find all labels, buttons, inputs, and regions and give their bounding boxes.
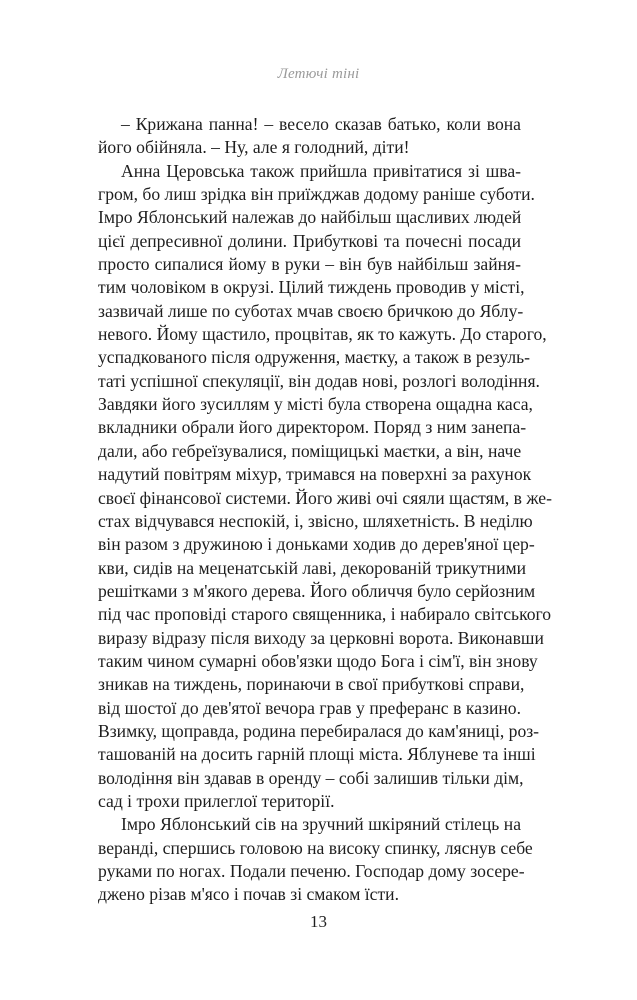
text-line: зникав на тиждень, поринаючи в свої прибуткові справи, [98,674,525,695]
text-line: Взимку, щоправда, родина перебиралася до кам'яниці, роз- [98,720,540,741]
text-line: виразу відразу після виходу за церковні ворота. Виконавши [98,627,544,648]
text-line: веранді, спершись головою на високу спинку, ляснув себе [98,837,533,858]
text-line: сад і трохи прилеглої території. [98,790,335,811]
text-line: Імро Яблонський належав до найбільш щасливих людей [98,207,522,228]
text-line: надутий повітрям міхур, тримався на поверхні за рахунок [98,464,532,485]
text-line: гром, бо лиш зрідка він приїжджав додому раніше суботи. [98,184,535,205]
running-header-title: Летючі тіні [277,66,360,82]
text-line: ташованій на досить гарній площі міста. Яблуневе та інші [98,744,536,765]
text-line: джено різав м'ясо і почав зі смаком їсти. [98,884,399,905]
body-text [98,113,552,907]
text-line: успадкованого після одруження, маєтку, а також в резуль- [98,347,530,368]
text-line: Завдяки його зусиллям у місті була створена ощадна каса, [98,394,533,415]
text-line: Імро Яблонський сів на зручний шкіряний стілець на [121,814,521,835]
text-line: таті успішної спекуляції, він додав нові, розлогі володіння. [98,370,540,391]
page-number: 13 [310,912,327,931]
text-line: – Крижана панна! – весело сказав батько, коли вона [121,114,521,134]
text-line: руками по ногах. Подали печеню. Господар дому зосере- [98,861,525,881]
text-line: просто сипалися йому в руки – він був найбільш зайня- [98,254,521,275]
text-line: володіння він здавав в оренду – собі залишив тільки дім, [98,767,524,788]
text-line: дали, або гебреїзувалися, поміщицькі маєтки, а він, наче [98,440,522,461]
text-line: таким чином сумарні обов'язки щодо Бога і сім'ї, він знову [98,650,538,671]
text-line: під час проповіді старого священника, і набирало світського [98,604,552,625]
text-line: невого. Йому щастило, процвітав, як то кажуть. До старого, [98,324,547,345]
text-line: зазвичай лише по суботах мчав своєю бричкою до Яблу- [98,300,524,321]
text-line: від шостої до дев'ятої вечора грав у преферанс в казино. [98,697,521,718]
text-line: його обійняла. – Ну, але я голодний, діти! [98,137,410,158]
text-line: він разом з дружиною і доньками ходив до дерев'яної цер- [98,534,535,555]
text-line: тим чоловіком в окрузі. Цілий тиждень проводив у місті, [98,277,525,298]
text-line: кви, сидів на меценатській лаві, декорованій трикутними [98,557,527,578]
text-line: стах відчувався неспокій, і, звісно, шляхетність. В неділю [98,510,533,531]
text-line: цієї депресивної долини. Прибуткові та почесні посади [98,230,521,251]
text-line: вкладники обрали його директором. Поряд з ним занепа- [98,417,527,438]
text-line: решітками з м'якого дерева. Його обличчя було серйозним [98,580,536,601]
text-line: своєї фінансової системи. Його живі очі сяяли щастям, в же- [98,487,552,508]
text-line: Анна Церовська також прийшла привітатися зі шва- [121,160,521,181]
